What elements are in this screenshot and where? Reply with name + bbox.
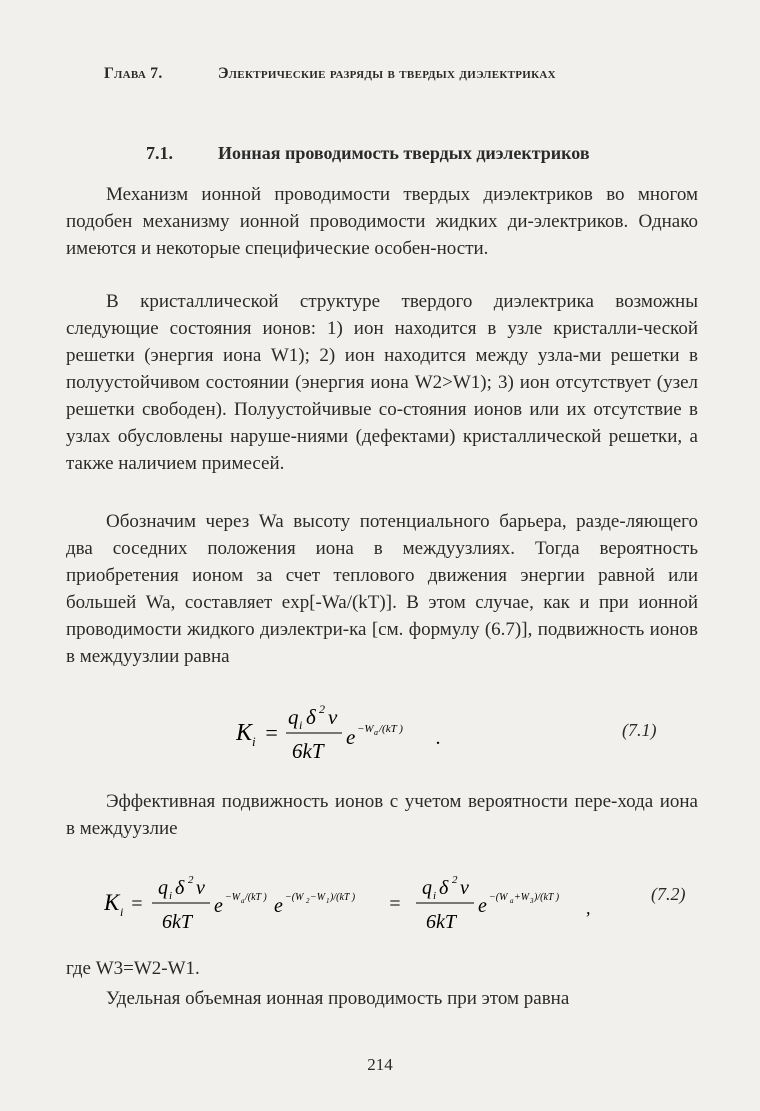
paragraph-text: В кристаллической структуре твердого диэлектрика возможны следующие состояния ионов: 1) ион находится в узле кристалли-ческой решетки (энергия иона W1); 2) ион находится между узла-ми решетки в полуустойчивом состоянии (энергия иона W2>W1); 3) ион отсутствует (узел решетки свободен). Полуустойчивые со-стояния ионов или их отсутствие в узлах обусловлены наруше-ниями (дефектами) кристаллической решетки, а также наличием примесей. bbox=[66, 291, 698, 474]
svg-text:δ: δ bbox=[175, 877, 185, 899]
svg-text:δ: δ bbox=[306, 705, 316, 729]
svg-text:−(W: −(W bbox=[285, 892, 304, 903]
svg-text:q: q bbox=[422, 877, 432, 899]
svg-text:/(kT ): /(kT ) bbox=[245, 892, 267, 903]
svg-text:ν: ν bbox=[460, 877, 469, 899]
svg-text:i: i bbox=[120, 905, 124, 919]
svg-text:=: = bbox=[264, 720, 279, 745]
formula-7-1 bbox=[236, 696, 476, 776]
svg-text:/(kT ): /(kT ) bbox=[379, 723, 403, 735]
paragraph-3 bbox=[66, 508, 698, 670]
svg-text:−W: −W bbox=[357, 723, 374, 735]
svg-text:e: e bbox=[214, 895, 223, 917]
svg-text:i: i bbox=[252, 734, 256, 749]
svg-text:)/(kT ): )/(kT ) bbox=[330, 892, 356, 903]
paragraph-6 bbox=[66, 985, 698, 1012]
paragraph-text: Механизм ионной проводимости твердых диэлектриков во многом подобен механизму ионной проводимости жидких ди-электриков. Однако имеются и некоторые специфические особен-ности. bbox=[66, 184, 698, 259]
paragraph-1 bbox=[66, 181, 698, 262]
svg-text:K: K bbox=[236, 720, 253, 746]
svg-text:K: K bbox=[104, 890, 120, 915]
svg-text:)/(kT ): )/(kT ) bbox=[534, 892, 560, 903]
svg-text:i: i bbox=[299, 718, 303, 732]
svg-text:δ: δ bbox=[439, 877, 449, 899]
svg-text:e: e bbox=[346, 725, 356, 749]
svg-text:ν: ν bbox=[328, 705, 338, 729]
svg-text:ν: ν bbox=[196, 877, 205, 899]
paragraph-5 bbox=[66, 955, 698, 982]
paragraph-4 bbox=[66, 788, 698, 842]
paragraph-text: Обозначим через Wa высоту потенциального барьера, разде-ляющего два соседних положения иона в междуузлиях. Тогда вероятность приобретения ионом за счет теплового движения энергии равной или большей Wa, составляет exp[-Wa/(kT)]. В этом случае, как и при ионной проводимости жидкого диэлектри-ка [см. формулу (6.7)], подвижность ионов в междуузлии равна bbox=[66, 511, 698, 667]
svg-text:i: i bbox=[433, 890, 437, 902]
svg-text:−W: −W bbox=[310, 892, 326, 903]
svg-text:2: 2 bbox=[306, 897, 310, 905]
paragraph-text: Эффективная подвижность ионов с учетом вероятности пере-хода иона в междуузлие bbox=[66, 791, 698, 839]
svg-text:2: 2 bbox=[319, 702, 325, 716]
svg-text:=: = bbox=[130, 893, 144, 915]
svg-text:1: 1 bbox=[326, 897, 330, 905]
paragraph-2 bbox=[66, 288, 698, 477]
svg-text:=: = bbox=[388, 893, 402, 915]
svg-text:6kT: 6kT bbox=[292, 739, 324, 763]
paragraph-text: где W3=W2-W1. bbox=[66, 958, 200, 979]
svg-text:.: . bbox=[436, 727, 441, 749]
svg-text:−(W: −(W bbox=[489, 892, 508, 903]
formula-7-2 bbox=[104, 870, 644, 940]
svg-text:q: q bbox=[288, 705, 299, 729]
equation-number: (7.2) bbox=[651, 884, 686, 904]
svg-text:a: a bbox=[374, 728, 378, 737]
svg-text:a: a bbox=[241, 897, 245, 905]
svg-text:2: 2 bbox=[452, 874, 458, 886]
svg-text:i: i bbox=[169, 890, 173, 902]
chapter-number: Глава 7. bbox=[104, 65, 163, 82]
chapter-heading bbox=[104, 62, 638, 86]
svg-text:,: , bbox=[586, 898, 591, 918]
svg-text:e: e bbox=[274, 895, 283, 917]
svg-text:2: 2 bbox=[188, 874, 194, 886]
page-number: 214 bbox=[367, 1055, 393, 1074]
paragraph-text: Удельная объемная ионная проводимость при этом равна bbox=[106, 988, 570, 1009]
chapter-title: Электрические разряды в твердых диэлектриках bbox=[218, 65, 556, 82]
svg-text:6kT: 6kT bbox=[162, 911, 192, 933]
svg-text:6kT: 6kT bbox=[426, 911, 456, 933]
svg-text:−W: −W bbox=[225, 892, 241, 903]
section-heading bbox=[146, 141, 590, 165]
svg-text:e: e bbox=[478, 895, 487, 917]
svg-text:+W: +W bbox=[514, 892, 530, 903]
svg-text:q: q bbox=[158, 877, 168, 899]
section-title: Ионная проводимость твердых диэлектриков bbox=[218, 143, 590, 163]
section-number: 7.1. bbox=[146, 143, 173, 163]
svg-text:a: a bbox=[510, 897, 514, 905]
equation-number: (7.1) bbox=[622, 720, 657, 740]
svg-text:3: 3 bbox=[530, 897, 534, 905]
